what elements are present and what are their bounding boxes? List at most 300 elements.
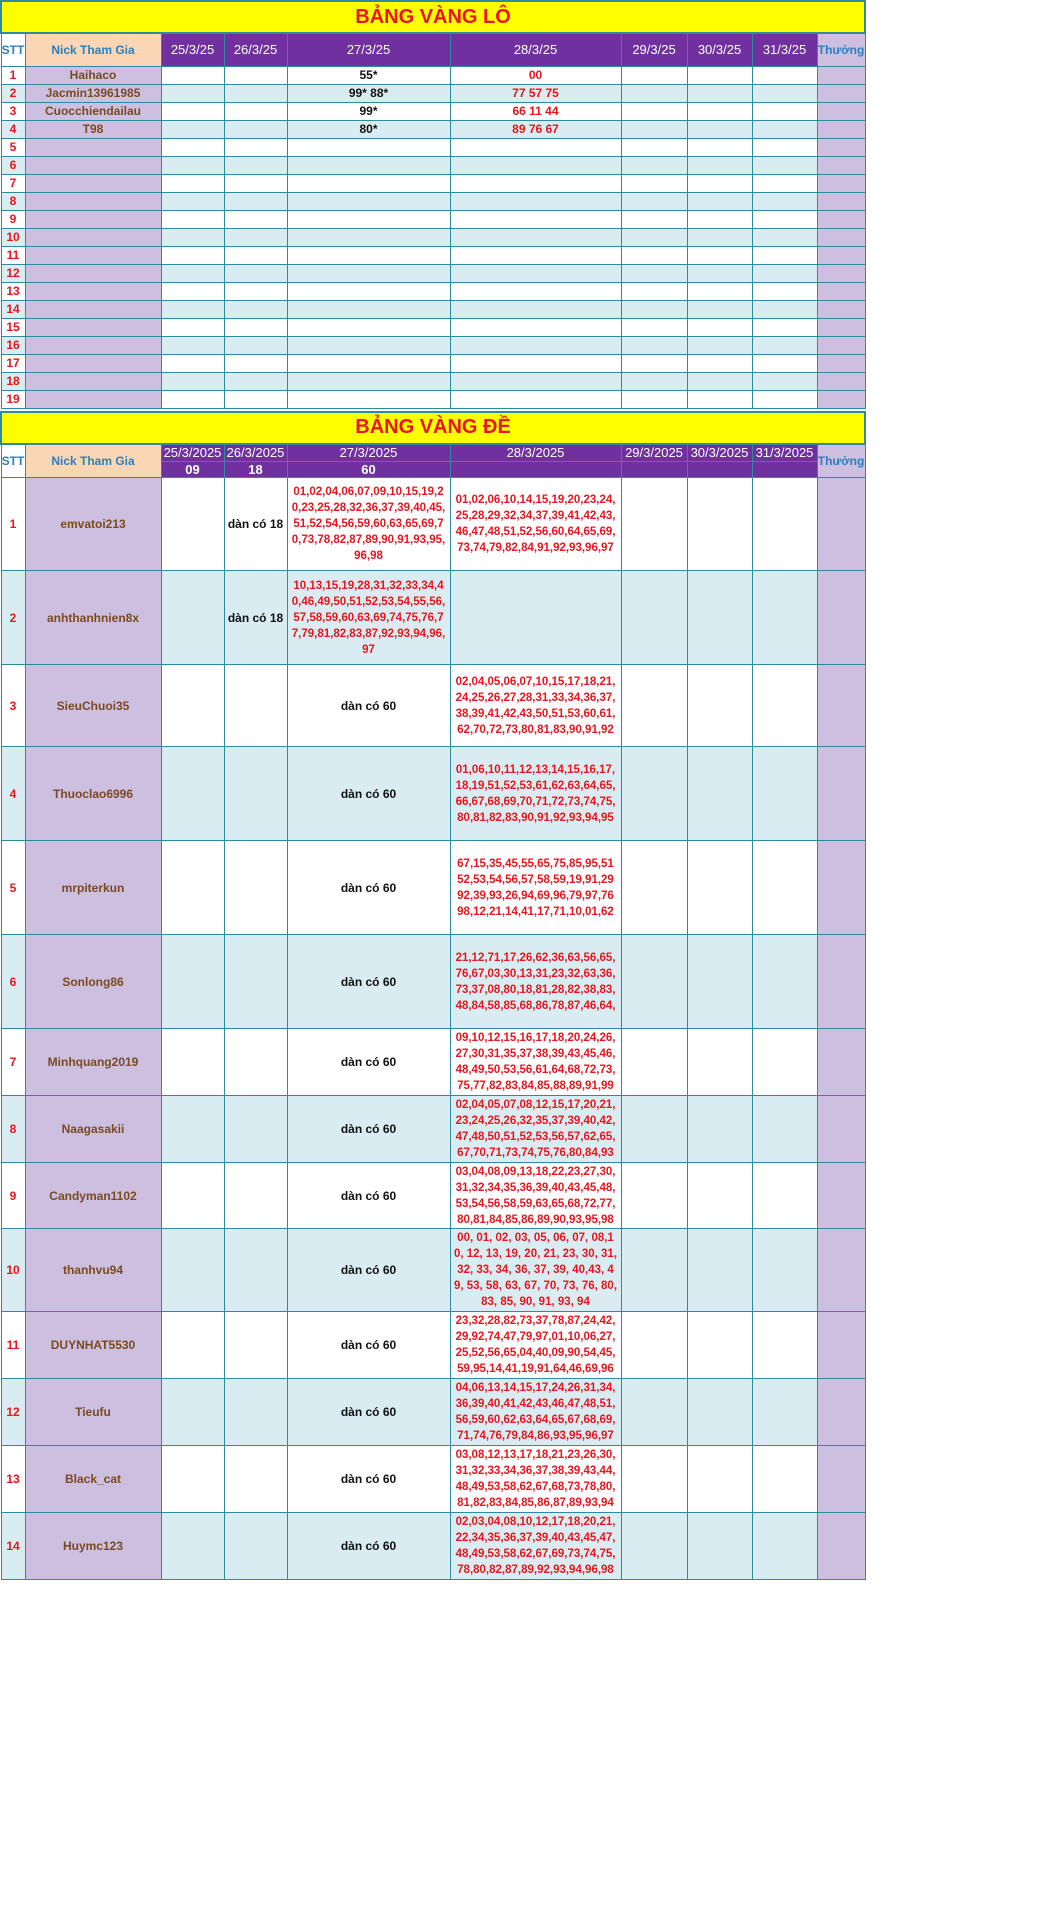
- pick-cell: [161, 1229, 224, 1312]
- row-number: 16: [1, 336, 25, 354]
- pick-cell: [687, 246, 752, 264]
- row-number: 11: [1, 246, 25, 264]
- pick-cell: [752, 935, 817, 1029]
- row-number: 14: [1, 1513, 25, 1580]
- pick-cell: [287, 246, 450, 264]
- pick-cell: [161, 192, 224, 210]
- pick-cell: [621, 282, 687, 300]
- pick-cell: [450, 138, 621, 156]
- table-row: [1, 264, 865, 282]
- lo-header-date: 26/3/25: [224, 33, 287, 66]
- pick-cell: [621, 1229, 687, 1312]
- pick-cell: [287, 282, 450, 300]
- row-number: 8: [1, 192, 25, 210]
- table-row: [1, 1446, 865, 1513]
- pick-cell: dàn có 60: [287, 1446, 450, 1513]
- pick-cell: [161, 478, 224, 571]
- pick-cell: [450, 174, 621, 192]
- lo-header-nick: Nick Tham Gia: [25, 33, 161, 66]
- pick-cell: [687, 1229, 752, 1312]
- de-result: 09: [161, 462, 224, 478]
- participant-nick: [25, 246, 161, 264]
- de-header-date: 27/3/2025: [287, 444, 450, 462]
- pick-cell: [687, 84, 752, 102]
- pick-cell: [224, 1096, 287, 1163]
- pick-cell: 00: [450, 66, 621, 84]
- pick-cell: [687, 336, 752, 354]
- row-number: 13: [1, 282, 25, 300]
- de-table: [0, 411, 866, 1581]
- pick-cell: [161, 174, 224, 192]
- pick-cell: [687, 390, 752, 408]
- pick-cell: [752, 156, 817, 174]
- participant-nick: [25, 174, 161, 192]
- pick-cell: [450, 372, 621, 390]
- table-row: [1, 1312, 865, 1379]
- pick-cell: [287, 210, 450, 228]
- pick-cell: 77 57 75: [450, 84, 621, 102]
- table-row: [1, 1229, 865, 1312]
- table-row: [1, 336, 865, 354]
- pick-cell: [621, 246, 687, 264]
- pick-cell: [224, 1446, 287, 1513]
- pick-cell: [752, 1379, 817, 1446]
- pick-cell: [621, 1446, 687, 1513]
- reward-cell: [817, 1513, 865, 1580]
- table-row: [1, 841, 865, 935]
- pick-cell: [287, 174, 450, 192]
- participant-nick: DUYNHAT5530: [25, 1312, 161, 1379]
- row-number: 3: [1, 102, 25, 120]
- pick-cell: [687, 1163, 752, 1229]
- participant-nick: Minhquang2019: [25, 1029, 161, 1096]
- reward-cell: [817, 1379, 865, 1446]
- pick-cell: [621, 665, 687, 747]
- pick-cell: [687, 841, 752, 935]
- pick-cell: [161, 156, 224, 174]
- pick-cell: 10,13,15,19,28,31,32,33,34,40,46,49,50,51,52,53,54,55,56,57,58,59,60,63,69,74,75,76,77,79,81,82,83,87,92,93,94,96,97: [287, 571, 450, 665]
- row-number: 9: [1, 1163, 25, 1229]
- pick-cell: [224, 1163, 287, 1229]
- pick-cell: [224, 210, 287, 228]
- pick-cell: [450, 390, 621, 408]
- pick-cell: 09,10,12,15,16,17,18,20,24,26,27,30,31,35,37,38,39,43,45,46,48,49,50,53,56,61,64,68,72,73,75,77,82,83,84,85,88,89,91,99: [450, 1029, 621, 1096]
- pick-cell: [161, 246, 224, 264]
- pick-cell: [224, 192, 287, 210]
- pick-cell: [687, 156, 752, 174]
- pick-cell: [752, 174, 817, 192]
- de-title: BẢNG VÀNG ĐỀ: [1, 412, 865, 444]
- de-header-date: 30/3/2025: [687, 444, 752, 462]
- lo-header-date: 27/3/25: [287, 33, 450, 66]
- table-row: [1, 935, 865, 1029]
- pick-cell: [224, 1513, 287, 1580]
- pick-cell: dàn có 60: [287, 1513, 450, 1580]
- participant-nick: thanhvu94: [25, 1229, 161, 1312]
- reward-cell: [817, 318, 865, 336]
- reward-cell: [817, 336, 865, 354]
- row-number: 9: [1, 210, 25, 228]
- pick-cell: [687, 210, 752, 228]
- table-row: [1, 372, 865, 390]
- reward-cell: [817, 1229, 865, 1312]
- pick-cell: [687, 571, 752, 665]
- pick-cell: 01,02,04,06,07,09,10,15,19,20,23,25,28,32,36,37,39,40,45,51,52,54,56,59,60,63,65,69,70,73,78,82,87,89,90,91,93,95,96,98: [287, 478, 450, 571]
- table-row: [1, 318, 865, 336]
- pick-cell: [161, 1096, 224, 1163]
- pick-cell: [687, 1029, 752, 1096]
- table-row: [1, 66, 865, 84]
- lo-header-date: 30/3/25: [687, 33, 752, 66]
- de-header-date: 25/3/2025: [161, 444, 224, 462]
- pick-cell: [752, 246, 817, 264]
- participant-nick: [25, 372, 161, 390]
- pick-cell: [621, 102, 687, 120]
- table-row: [1, 390, 865, 408]
- participant-nick: Black_cat: [25, 1446, 161, 1513]
- pick-cell: [224, 841, 287, 935]
- table-row: [1, 1096, 865, 1163]
- reward-cell: [817, 1096, 865, 1163]
- pick-cell: [224, 354, 287, 372]
- pick-cell: [224, 1312, 287, 1379]
- pick-cell: [161, 282, 224, 300]
- pick-cell: [621, 1029, 687, 1096]
- pick-cell: dàn có 60: [287, 747, 450, 841]
- pick-cell: [752, 282, 817, 300]
- lo-header-date: 25/3/25: [161, 33, 224, 66]
- pick-cell: [621, 354, 687, 372]
- table-row: [1, 120, 865, 138]
- pick-cell: [687, 138, 752, 156]
- reward-cell: [817, 841, 865, 935]
- reward-cell: [817, 665, 865, 747]
- pick-cell: [621, 174, 687, 192]
- pick-cell: [621, 1163, 687, 1229]
- pick-cell: [161, 1379, 224, 1446]
- reward-cell: [817, 228, 865, 246]
- participant-nick: [25, 156, 161, 174]
- pick-cell: [752, 300, 817, 318]
- pick-cell: [161, 747, 224, 841]
- pick-cell: [224, 300, 287, 318]
- lo-header-date: 31/3/25: [752, 33, 817, 66]
- row-number: 6: [1, 156, 25, 174]
- pick-cell: [752, 390, 817, 408]
- pick-cell: 01,02,06,10,14,15,19,20,23,24,25,28,29,32,34,37,39,41,42,43,46,47,48,51,52,56,60,64,65,69,73,74,79,82,84,91,92,93,96,97: [450, 478, 621, 571]
- de-header-nick: Nick Tham Gia: [25, 444, 161, 478]
- pick-cell: [287, 336, 450, 354]
- pick-cell: [224, 318, 287, 336]
- reward-cell: [817, 282, 865, 300]
- table-row: [1, 665, 865, 747]
- pick-cell: [621, 390, 687, 408]
- pick-cell: 99* 88*: [287, 84, 450, 102]
- pick-cell: 02,03,04,08,10,12,17,18,20,21,22,34,35,36,37,39,40,43,45,47,48,49,53,58,62,67,69,73,74,75,78,80,82,87,89,92,93,94,96,98: [450, 1513, 621, 1580]
- participant-nick: Thuoclao6996: [25, 747, 161, 841]
- pick-cell: [687, 665, 752, 747]
- pick-cell: [621, 1513, 687, 1580]
- row-number: 18: [1, 372, 25, 390]
- row-number: 19: [1, 390, 25, 408]
- pick-cell: [621, 1379, 687, 1446]
- pick-cell: [161, 665, 224, 747]
- pick-cell: [621, 120, 687, 138]
- de-header-thuong: Thưởng: [817, 444, 865, 478]
- pick-cell: [621, 318, 687, 336]
- pick-cell: [287, 156, 450, 174]
- pick-cell: [161, 1312, 224, 1379]
- pick-cell: [161, 1513, 224, 1580]
- reward-cell: [817, 138, 865, 156]
- participant-nick: Cuocchiendailau: [25, 102, 161, 120]
- table-row: [1, 1163, 865, 1229]
- pick-cell: [752, 66, 817, 84]
- pick-cell: [224, 120, 287, 138]
- reward-cell: [817, 747, 865, 841]
- pick-cell: [224, 84, 287, 102]
- pick-cell: [621, 1312, 687, 1379]
- pick-cell: [161, 372, 224, 390]
- pick-cell: [687, 1446, 752, 1513]
- pick-cell: [752, 1096, 817, 1163]
- pick-cell: dàn có 60: [287, 841, 450, 935]
- pick-cell: [621, 210, 687, 228]
- pick-cell: 03,04,08,09,13,18,22,23,27,30,31,32,34,35,36,39,40,43,45,48,53,54,56,58,59,63,65,68,72,77,80,81,84,85,86,89,90,93,95,98: [450, 1163, 621, 1229]
- pick-cell: 89 76 67: [450, 120, 621, 138]
- participant-nick: [25, 192, 161, 210]
- pick-cell: [752, 102, 817, 120]
- pick-cell: 02,04,05,07,08,12,15,17,20,21,23,24,25,26,32,35,37,39,40,42,47,48,50,51,52,53,56,57,62,65,67,70,71,73,74,75,76,80,84,93: [450, 1096, 621, 1163]
- participant-nick: [25, 228, 161, 246]
- pick-cell: [752, 571, 817, 665]
- row-number: 14: [1, 300, 25, 318]
- pick-cell: [687, 192, 752, 210]
- pick-cell: [752, 228, 817, 246]
- reward-cell: [817, 120, 865, 138]
- pick-cell: [621, 935, 687, 1029]
- pick-cell: [224, 282, 287, 300]
- de-header-date: 26/3/2025: [224, 444, 287, 462]
- pick-cell: [621, 264, 687, 282]
- pick-cell: dàn có 18: [224, 478, 287, 571]
- table-row: [1, 571, 865, 665]
- pick-cell: 02,04,05,06,07,10,15,17,18,21,24,25,26,27,28,31,33,34,36,37,38,39,41,42,43,50,51,53,60,61,62,70,72,73,80,81,83,90,91,92: [450, 665, 621, 747]
- pick-cell: [752, 1229, 817, 1312]
- pick-cell: [161, 841, 224, 935]
- reward-cell: [817, 102, 865, 120]
- reward-cell: [817, 571, 865, 665]
- pick-cell: [450, 156, 621, 174]
- pick-cell: [687, 318, 752, 336]
- participant-nick: Huymc123: [25, 1513, 161, 1580]
- pick-cell: [161, 318, 224, 336]
- de-header-date: 31/3/2025: [752, 444, 817, 462]
- participant-nick: Naagasakii: [25, 1096, 161, 1163]
- pick-cell: [752, 478, 817, 571]
- reward-cell: [817, 935, 865, 1029]
- pick-cell: [450, 192, 621, 210]
- lo-header-thuong: Thưởng: [817, 33, 865, 66]
- participant-nick: [25, 354, 161, 372]
- pick-cell: [687, 66, 752, 84]
- pick-cell: 00, 01, 02, 03, 05, 06, 07, 08,10, 12, 13, 19, 20, 21, 23, 30, 31, 32, 33, 34, 36, 37, 39, 40,43, 49, 53, 58, 63, 67, 70, 73, 76, 80, 83, 85, 90, 91, 93, 94: [450, 1229, 621, 1312]
- pick-cell: [450, 264, 621, 282]
- de-result: [687, 462, 752, 478]
- participant-nick: [25, 318, 161, 336]
- pick-cell: [224, 665, 287, 747]
- pick-cell: [224, 174, 287, 192]
- lo-header-date: 29/3/25: [621, 33, 687, 66]
- pick-cell: [621, 571, 687, 665]
- pick-cell: [687, 120, 752, 138]
- row-number: 12: [1, 264, 25, 282]
- pick-cell: [752, 665, 817, 747]
- pick-cell: 03,08,12,13,17,18,21,23,26,30,31,32,33,34,36,37,38,39,43,44,48,49,53,58,62,67,68,73,78,80,81,82,83,84,85,86,87,89,93,94: [450, 1446, 621, 1513]
- pick-cell: [621, 841, 687, 935]
- de-result: [752, 462, 817, 478]
- pick-cell: [687, 1096, 752, 1163]
- pick-cell: [621, 138, 687, 156]
- pick-cell: [687, 102, 752, 120]
- row-number: 7: [1, 1029, 25, 1096]
- pick-cell: [224, 336, 287, 354]
- participant-nick: emvatoi213: [25, 478, 161, 571]
- reward-cell: [817, 210, 865, 228]
- pick-cell: [450, 246, 621, 264]
- participant-nick: SieuChuoi35: [25, 665, 161, 747]
- pick-cell: [687, 300, 752, 318]
- reward-cell: [817, 264, 865, 282]
- pick-cell: [287, 228, 450, 246]
- pick-cell: dàn có 60: [287, 935, 450, 1029]
- participant-nick: [25, 210, 161, 228]
- pick-cell: [161, 228, 224, 246]
- de-result: 60: [287, 462, 450, 478]
- table-row: [1, 747, 865, 841]
- pick-cell: [450, 336, 621, 354]
- pick-cell: [450, 354, 621, 372]
- pick-cell: dàn có 60: [287, 1379, 450, 1446]
- pick-cell: 67,15,35,45,55,65,75,85,95,51 52,53,54,56,57,58,59,19,91,29 92,39,93,26,94,69,96,79,97,76 98,12,21,14,41,17,71,10,01,62: [450, 841, 621, 935]
- pick-cell: [687, 478, 752, 571]
- row-number: 6: [1, 935, 25, 1029]
- pick-cell: [450, 282, 621, 300]
- pick-cell: [450, 228, 621, 246]
- row-number: 11: [1, 1312, 25, 1379]
- pick-cell: [224, 390, 287, 408]
- pick-cell: [224, 372, 287, 390]
- row-number: 7: [1, 174, 25, 192]
- row-number: 8: [1, 1096, 25, 1163]
- reward-cell: [817, 156, 865, 174]
- pick-cell: [752, 1513, 817, 1580]
- pick-cell: [752, 138, 817, 156]
- pick-cell: [224, 1029, 287, 1096]
- pick-cell: [687, 282, 752, 300]
- pick-cell: [621, 1096, 687, 1163]
- participant-nick: [25, 390, 161, 408]
- table-row: [1, 174, 865, 192]
- pick-cell: [687, 1379, 752, 1446]
- pick-cell: [621, 372, 687, 390]
- table-row: [1, 354, 865, 372]
- pick-cell: 66 11 44: [450, 102, 621, 120]
- pick-cell: [752, 841, 817, 935]
- pick-cell: 04,06,13,14,15,17,24,26,31,34,36,39,40,41,42,43,46,47,48,51,56,59,60,62,63,64,65,67,68,69,71,74,76,79,84,86,93,95,96,97: [450, 1379, 621, 1446]
- row-number: 1: [1, 66, 25, 84]
- pick-cell: [752, 84, 817, 102]
- pick-cell: [224, 1379, 287, 1446]
- pick-cell: [621, 156, 687, 174]
- participant-nick: Candyman1102: [25, 1163, 161, 1229]
- de-result: [621, 462, 687, 478]
- participant-nick: Jacmin13961985: [25, 84, 161, 102]
- pick-cell: [752, 372, 817, 390]
- pick-cell: [161, 84, 224, 102]
- reward-cell: [817, 1312, 865, 1379]
- pick-cell: 55*: [287, 66, 450, 84]
- pick-cell: [287, 300, 450, 318]
- pick-cell: [450, 571, 621, 665]
- table-row: [1, 478, 865, 571]
- reward-cell: [817, 84, 865, 102]
- pick-cell: [224, 935, 287, 1029]
- pick-cell: [287, 138, 450, 156]
- pick-cell: [224, 264, 287, 282]
- participant-nick: anhthanhnien8x: [25, 571, 161, 665]
- pick-cell: dàn có 60: [287, 1163, 450, 1229]
- participant-nick: [25, 138, 161, 156]
- participant-nick: T98: [25, 120, 161, 138]
- pick-cell: [224, 228, 287, 246]
- pick-cell: [224, 138, 287, 156]
- participant-nick: mrpiterkun: [25, 841, 161, 935]
- participant-nick: Tieufu: [25, 1379, 161, 1446]
- table-row: [1, 210, 865, 228]
- pick-cell: [621, 228, 687, 246]
- participant-nick: Sonlong86: [25, 935, 161, 1029]
- table-row: [1, 156, 865, 174]
- pick-cell: [752, 210, 817, 228]
- table-row: [1, 300, 865, 318]
- reward-cell: [817, 478, 865, 571]
- row-number: 4: [1, 747, 25, 841]
- reward-cell: [817, 192, 865, 210]
- pick-cell: [224, 1229, 287, 1312]
- reward-cell: [817, 354, 865, 372]
- pick-cell: [621, 66, 687, 84]
- pick-cell: [687, 747, 752, 841]
- pick-cell: [287, 264, 450, 282]
- row-number: 10: [1, 228, 25, 246]
- pick-cell: [161, 354, 224, 372]
- pick-cell: [287, 318, 450, 336]
- pick-cell: [287, 390, 450, 408]
- pick-cell: [224, 747, 287, 841]
- pick-cell: [161, 1446, 224, 1513]
- pick-cell: dàn có 60: [287, 1229, 450, 1312]
- pick-cell: [687, 372, 752, 390]
- pick-cell: [687, 174, 752, 192]
- pick-cell: [161, 336, 224, 354]
- pick-cell: [287, 192, 450, 210]
- pick-cell: [161, 1029, 224, 1096]
- pick-cell: [161, 300, 224, 318]
- row-number: 10: [1, 1229, 25, 1312]
- pick-cell: [161, 264, 224, 282]
- table-row: [1, 138, 865, 156]
